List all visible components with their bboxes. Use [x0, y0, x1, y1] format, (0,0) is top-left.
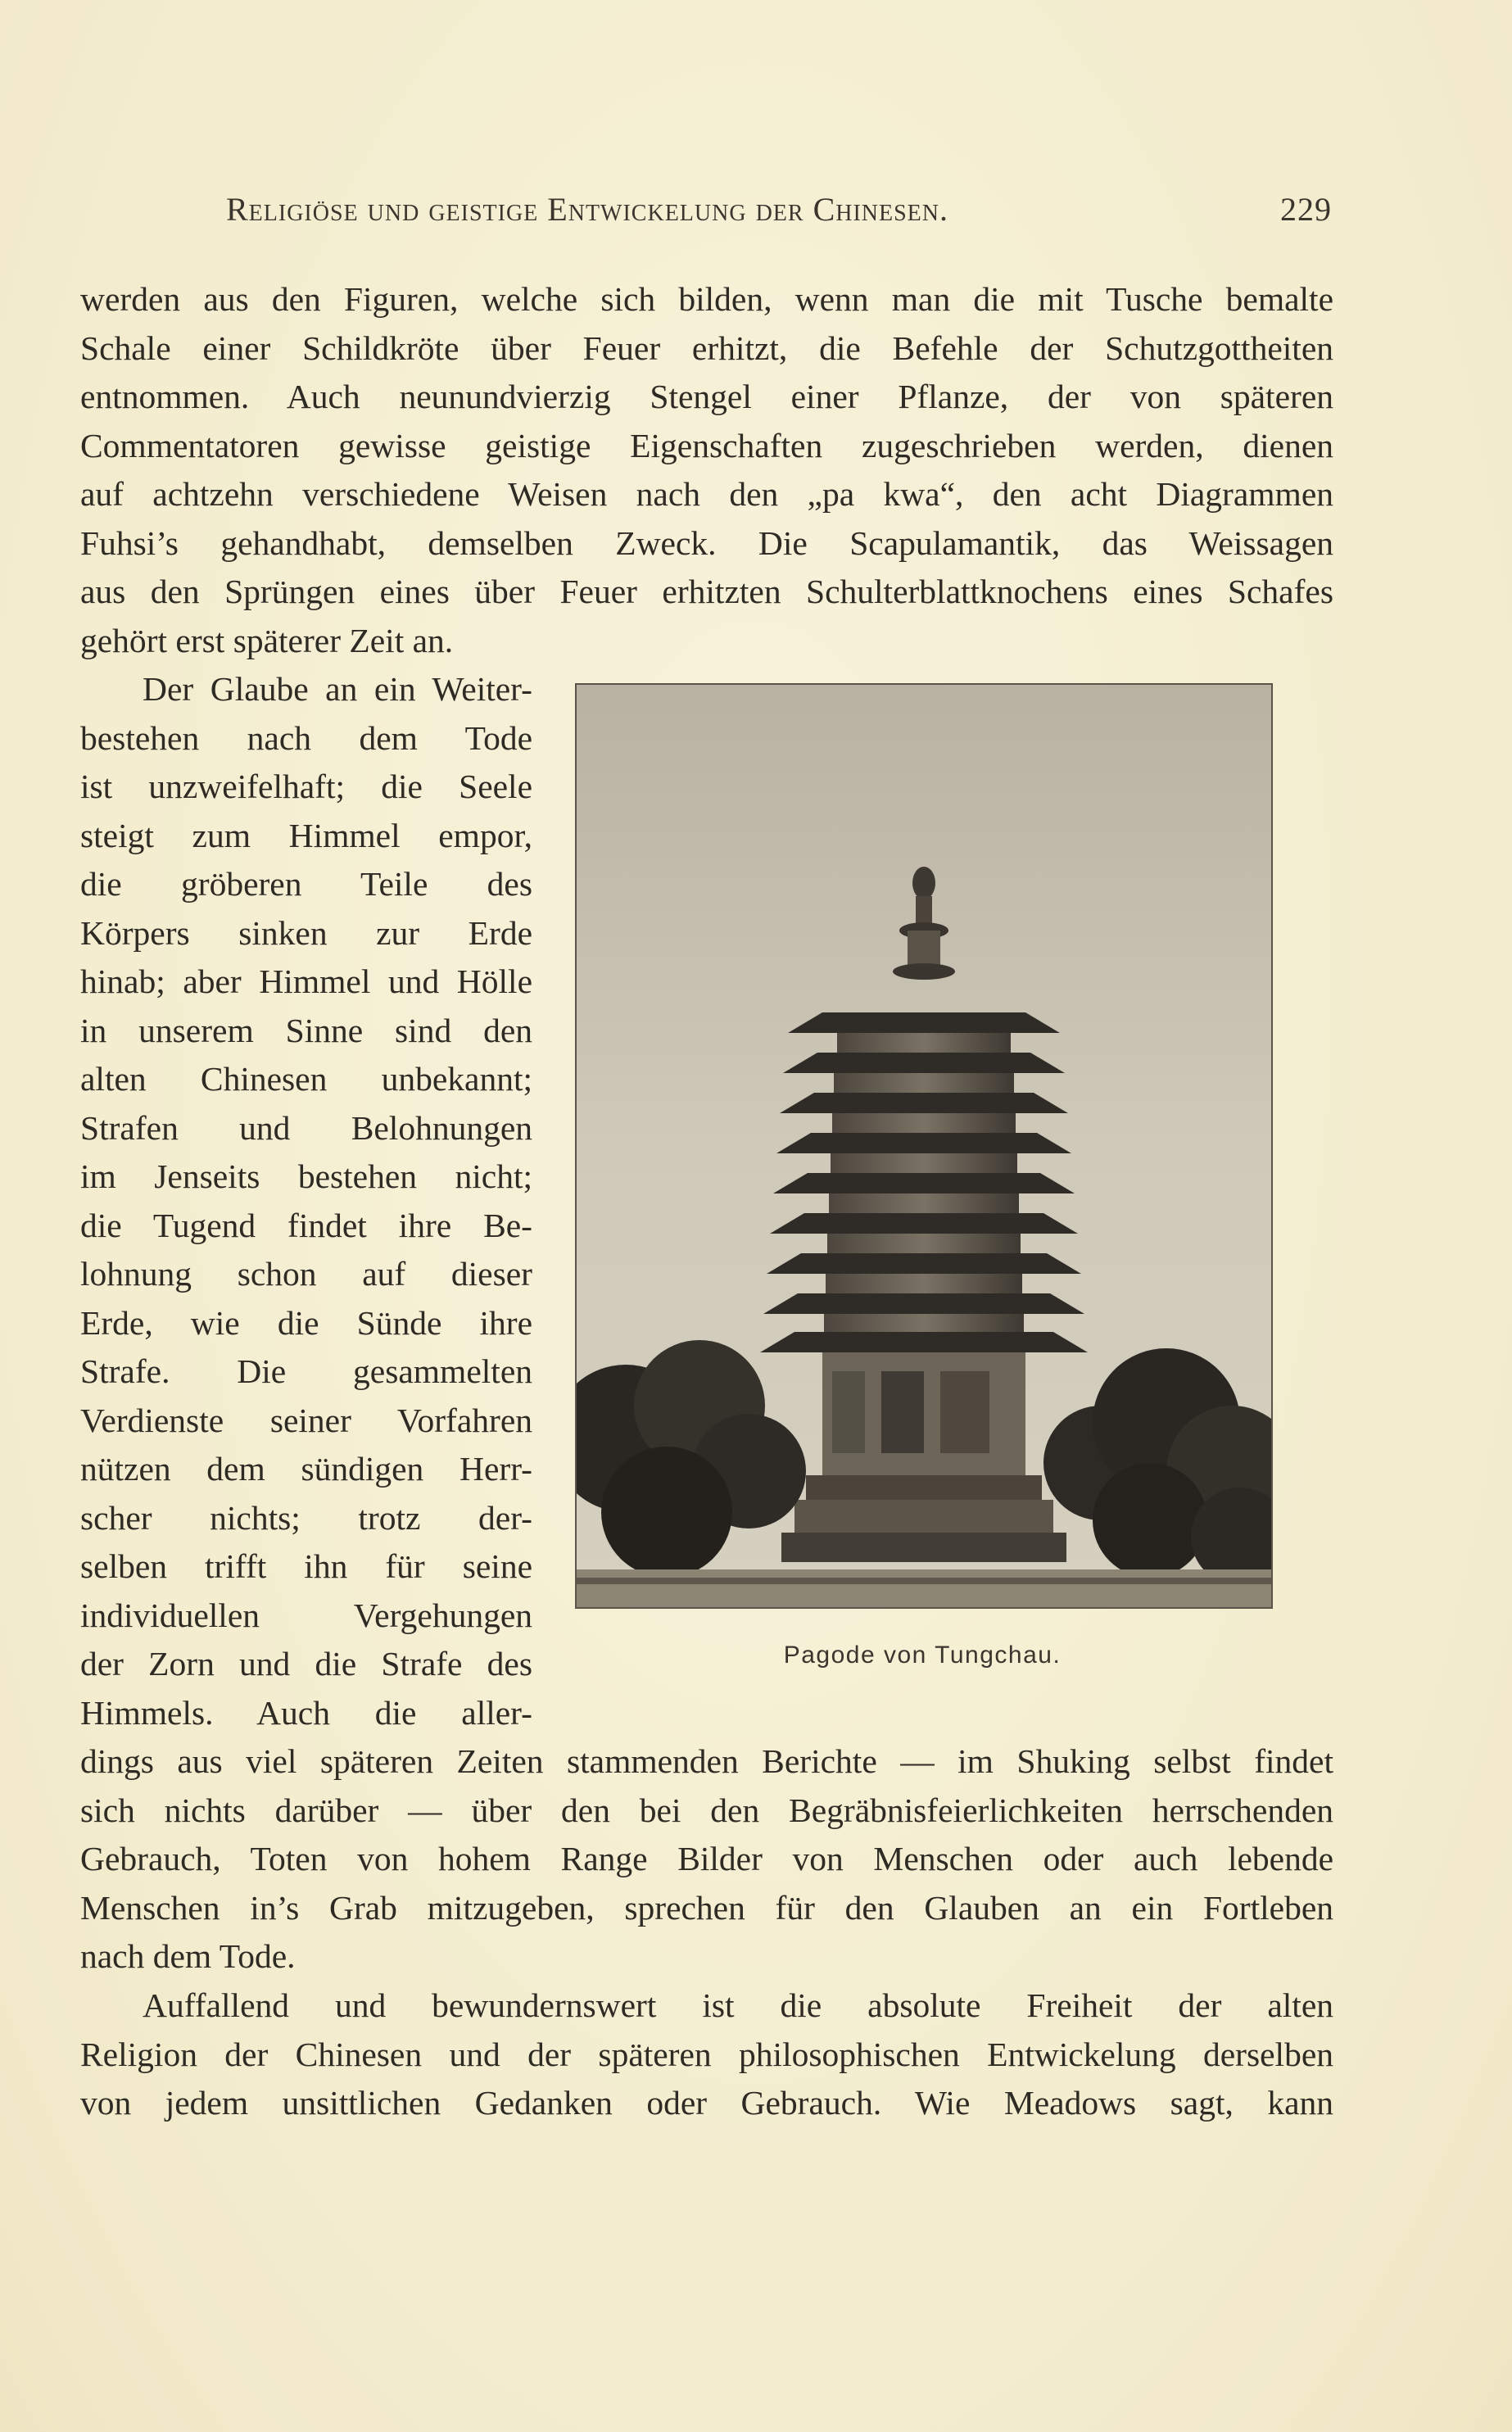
text-line: nützen dem sündigen Herr-: [80, 1450, 532, 1488]
paragraph-divination: [80, 275, 1333, 665]
page-number: 229: [1280, 191, 1332, 228]
text-line: Menschen in’s Grab mitzugeben, sprechen für den Glauben an ein Fortleben: [80, 1888, 1333, 1927]
text-line: nach dem Tode.: [80, 1937, 296, 1975]
text-line: Körpers sinken zur Erde: [80, 913, 532, 952]
pagoda-photo: [577, 685, 1271, 1607]
paragraph-continued: [80, 1737, 1333, 1981]
text-line: Fuhsi’s gehandhabt, demselben Zweck. Die Scapulamantik, das Weissagen: [80, 523, 1333, 562]
paragraph-afterlife: [80, 665, 532, 1737]
text-line: alten Chinesen unbekannt;: [80, 1060, 532, 1098]
text-line: entnommen. Auch neunundvierzig Stengel einer Pflanze, der von späteren: [80, 378, 1333, 415]
text-line: ist unzweifelhaft; die Seele: [80, 768, 532, 805]
text-line: Himmels. Auch die aller-: [80, 1693, 532, 1732]
text-line: der Zorn und die Strafe des: [80, 1645, 532, 1682]
running-head-title: Religiöse und geistige Entwickelung der Chinesen.: [226, 191, 949, 228]
text-line: die gröberen Teile des: [80, 865, 532, 903]
text-line: bestehen nach dem Tode: [80, 718, 532, 757]
text-line: im Jenseits bestehen nicht;: [80, 1157, 532, 1195]
text-line: werden aus den Figuren, welche sich bilden, wenn man die mit Tusche bemalte: [80, 280, 1333, 318]
text-line: Auffallend und bewundernswert ist die absolute Freiheit der alten: [143, 1986, 1333, 2024]
text-line: aus den Sprüngen eines über Feuer erhitzten Schulterblattknochens eines Schafes: [80, 573, 1333, 610]
text-line: selben trifft ihn für seine: [80, 1547, 532, 1585]
text-line: Der Glaube an ein Weiter-: [143, 670, 532, 708]
running-head: [226, 190, 1332, 229]
text-line: Strafen und Belohnungen: [80, 1108, 532, 1147]
text-line: hinab; aber Himmel und Hölle: [80, 962, 532, 1000]
text-line: von jedem unsittlichen Gedanken oder Gebrauch. Wie Meadows sagt, kann: [80, 2084, 1333, 2122]
figure-caption: Pagode von Tungchau.: [783, 1642, 1062, 1669]
text-line: auf achtzehn verschiedene Weisen nach den „pa kwa“, den acht Diagrammen: [80, 475, 1333, 513]
text-line: Religion der Chinesen und der späteren philosophischen Entwickelung derselben: [80, 2035, 1333, 2073]
pagoda-illustration: [575, 683, 1273, 1609]
text-line: scher nichts; trotz der-: [80, 1498, 532, 1537]
text-line: gehört erst späterer Zeit an.: [80, 621, 454, 659]
text-line: sich nichts darüber — über den bei den Begräbnisfeierlichkeiten herrschenden: [80, 1791, 1333, 1829]
text-line: Verdienste seiner Vorfahren: [80, 1401, 532, 1439]
text-line: Erde, wie die Sünde ihre: [80, 1303, 532, 1342]
paragraph-freedom: [80, 1981, 1333, 2128]
text-line: dings aus viel späteren Zeiten stammenden Berichte — im Shuking selbst findet: [80, 1742, 1333, 1780]
text-line: Commentatoren gewisse geistige Eigenschaften zugeschrieben werden, dienen: [80, 426, 1333, 464]
text-line: individuellen Vergehungen: [80, 1596, 532, 1634]
text-line: Strafe. Die gesammelten: [80, 1352, 532, 1390]
text-line: Schale einer Schildkröte über Feuer erhitzt, die Befehle der Schutzgottheiten: [80, 328, 1333, 367]
text-line: die Tugend findet ihre Be-: [80, 1206, 532, 1244]
text-line: Gebrauch, Toten von hohem Range Bilder von Menschen oder auch lebende: [80, 1840, 1333, 1877]
text-line: in unserem Sinne sind den: [80, 1011, 532, 1049]
text-line: steigt zum Himmel empor,: [80, 816, 532, 854]
pagoda-tiers: [760, 1012, 1088, 1352]
text-line: lohnung schon auf dieser: [80, 1255, 532, 1293]
